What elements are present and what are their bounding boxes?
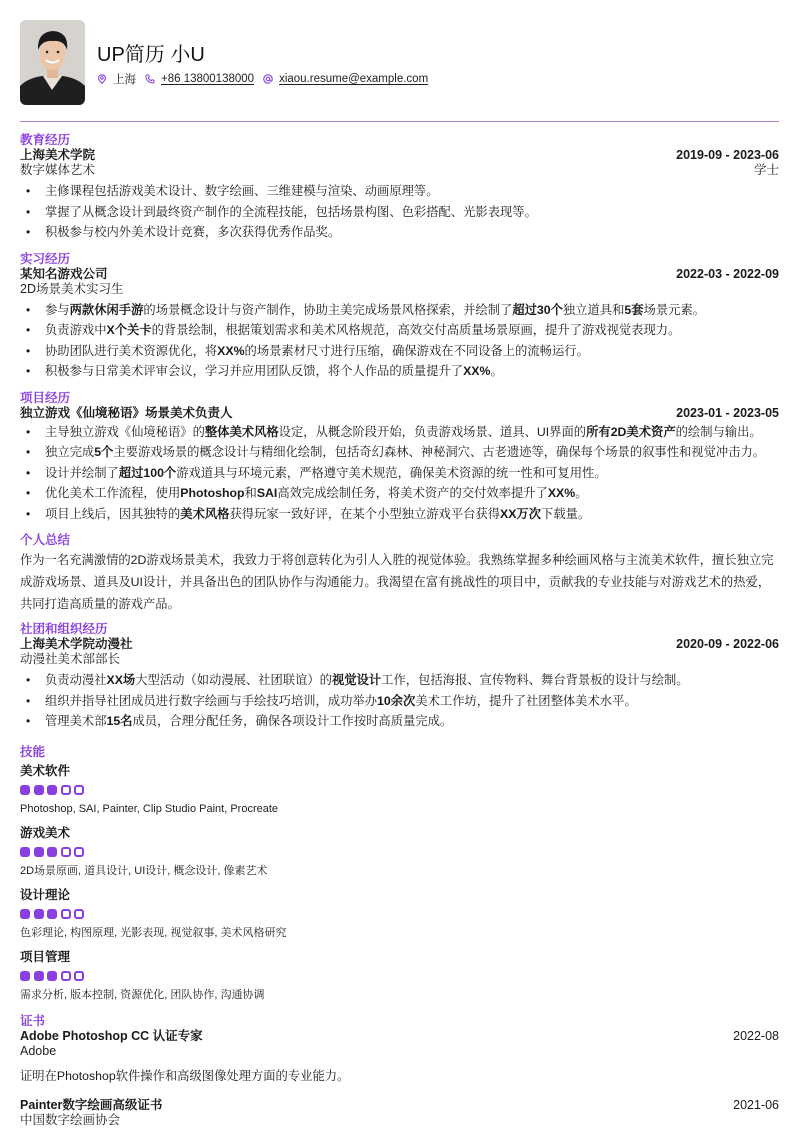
section-title: 实习经历 — [20, 251, 71, 266]
internship-dates: 2022-03 - 2022-09 — [676, 266, 779, 281]
candidate-name: UP简历 小U — [97, 44, 205, 66]
skill-name: 项目管理 — [20, 949, 71, 964]
list-item — [20, 483, 779, 504]
text-segment: 游戏道具与环境元素，严格遵守美术规范，确保美术资源的统一性和可复用性。 — [176, 465, 607, 480]
skill-tags: Photoshop, SAI, Painter, Clip Studio Paint, Procreate — [20, 802, 279, 815]
list-item — [20, 341, 779, 362]
empty-dot-icon — [61, 785, 71, 795]
bold-highlight: 整体美术风格 — [204, 424, 279, 439]
contact-phone[interactable] — [145, 73, 254, 85]
filled-dot-icon — [34, 909, 44, 919]
bold-highlight: XX% — [547, 486, 576, 500]
bold-highlight: Photoshop — [180, 486, 245, 500]
skill-item — [20, 764, 779, 816]
text-segment: 。 — [490, 364, 503, 378]
skill-item — [20, 950, 779, 1002]
skill-level-rating — [20, 847, 779, 857]
filled-dot-icon — [34, 785, 44, 795]
internship-bullets — [20, 300, 779, 382]
club-role: 动漫社美术部部长 — [20, 652, 121, 666]
skill-item — [20, 888, 779, 940]
list-item — [20, 422, 779, 443]
list-item — [20, 442, 779, 463]
education-bullets — [20, 181, 779, 243]
bold-highlight: 美术风格 — [180, 506, 230, 521]
project-dates: 2023-01 - 2023-05 — [676, 405, 779, 420]
summary-text: 作为一名充满激情的2D游戏场景美术，我致力于将创意转化为引人入胜的视觉体验。我熟练掌握多种绘画风格与主流美术软件，擅长独立完成游戏场景、道具及UI设计，并具备出色的团队协作与沟通能力。我渴望在富有挑战性的项目中，贡献我的专业技能与对游戏艺术的热爱，共同打造高质量的游戏产品。 — [20, 553, 774, 611]
section-title: 教育经历 — [20, 133, 71, 147]
list-item — [20, 504, 779, 525]
skill-tags: 色彩理论, 构图原理, 光影表现, 视觉叙事, 美术风格研究 — [20, 926, 287, 939]
list-item — [20, 691, 779, 712]
bold-highlight: 5套 — [624, 302, 644, 317]
club-bullets — [20, 670, 779, 732]
club-dates: 2020-09 - 2022-06 — [676, 637, 779, 651]
skill-level-rating — [20, 785, 779, 795]
empty-dot-icon — [61, 909, 71, 919]
empty-dot-icon — [74, 785, 84, 795]
text-segment: 的绘制与输出。 — [675, 424, 762, 439]
text-segment: 主要游戏场景的概念设计与精细化绘制，包括奇幻森林、神秘洞穴、古老遗迹等，确保每个场景的叙事性和视觉冲击力。 — [113, 445, 766, 459]
text-segment: 高效完成绘制任务，将美术资产的交付效率提升了 — [277, 486, 548, 500]
phone-link[interactable]: +86 13800138000 — [161, 73, 255, 85]
skill-tags: 需求分析, 版本控制, 资源优化, 团队协作, 沟通协调 — [20, 988, 265, 1001]
skill-level-rating — [20, 909, 779, 919]
section-title: 社团和组织经历 — [20, 622, 108, 636]
empty-dot-icon — [61, 971, 71, 981]
text-segment: 组织并指导社团成员进行数字绘画与手绘技巧培训，成功举办 — [45, 693, 378, 708]
text-segment: 优化美术工作流程，使用 — [45, 486, 181, 500]
text-segment: 下载量。 — [541, 506, 591, 521]
certificate-date: 2022-08 — [733, 1028, 779, 1043]
text-segment: 独立道具和 — [562, 302, 625, 317]
internship-role: 2D场景美术实习生 — [20, 281, 124, 296]
location-text: 上海 — [113, 74, 136, 86]
certificate-description: 证明在Photoshop软件操作和高级图像处理方面的专业能力。 — [20, 1068, 350, 1083]
bold-highlight: XX% — [463, 364, 491, 378]
list-item — [20, 361, 779, 382]
filled-dot-icon — [20, 971, 30, 981]
project-name: 独立游戏《仙境秘语》场景美术负责人 — [20, 405, 233, 420]
filled-dot-icon — [34, 971, 44, 981]
skills-list — [20, 764, 779, 1002]
bold-highlight: 10余次 — [377, 693, 416, 708]
empty-dot-icon — [61, 847, 71, 857]
text-segment: 的背景绘制，根据策划需求和美术风格规范，高效交付高质量场景原画，提升了游戏视觉表现力。 — [151, 323, 681, 337]
filled-dot-icon — [47, 785, 57, 795]
bold-highlight: 15名 — [106, 714, 133, 728]
list-item: • 主修课程包括游戏美术设计、数字绘画、三维建模与渲染、动画原理等。 — [20, 181, 779, 202]
resume-header — [20, 0, 779, 122]
club-name: 上海美术学院动漫社 — [20, 637, 133, 651]
text-segment: 项目上线后，因其独特的 — [45, 506, 181, 521]
filled-dot-icon — [47, 847, 57, 857]
section-title: 证书 — [20, 1013, 46, 1028]
bold-highlight: 5个 — [94, 445, 114, 459]
filled-dot-icon — [47, 971, 57, 981]
project-bullets — [20, 422, 779, 525]
skill-level-rating — [20, 971, 779, 981]
certificate-issuer: Adobe — [20, 1043, 57, 1058]
bold-highlight: 视觉设计 — [331, 673, 382, 687]
section-skills — [20, 745, 779, 1002]
section-title: 个人总结 — [20, 533, 71, 547]
text-segment: 负责动漫社 — [45, 673, 107, 687]
text-segment: 主导独立游戏《仙境秘语》的 — [45, 424, 205, 439]
section-education — [20, 133, 779, 243]
certificate-item — [20, 1098, 779, 1128]
skill-tags: 2D场景原画, 道具设计, UI设计, 概念设计, 像素艺术 — [20, 864, 268, 877]
education-dates: 2019-09 - 2023-06 — [676, 148, 779, 162]
degree: 学士 — [753, 163, 779, 177]
resume-page — [20, 0, 779, 1128]
text-segment: 的场景素材尺寸进行压缩，确保游戏在不同设备上的流畅运行。 — [244, 343, 589, 358]
text-segment: 。 — [575, 486, 588, 500]
school-name: 上海美术学院 — [20, 148, 96, 162]
filled-dot-icon — [20, 847, 30, 857]
certificate-name: Adobe Photoshop CC 认证专家 — [20, 1028, 203, 1043]
avatar — [20, 20, 85, 105]
list-item — [20, 711, 779, 732]
text-segment: 独立完成 — [45, 445, 95, 459]
bold-highlight: 两款休闲手游 — [69, 302, 144, 317]
email-link[interactable]: xiaou.resume@example.com — [279, 73, 429, 85]
section-project — [20, 391, 779, 525]
text-segment: 美术工作坊，提升了社团整体美术水平。 — [415, 693, 637, 708]
bold-highlight: XX% — [217, 343, 245, 358]
skill-name: 设计理论 — [20, 887, 71, 902]
list-item — [20, 320, 779, 341]
empty-dot-icon — [74, 847, 84, 857]
contact-location — [97, 71, 136, 87]
section-club — [20, 622, 779, 732]
company-name: 某知名游戏公司 — [20, 266, 108, 281]
skill-name: 美术软件 — [20, 763, 71, 778]
text-segment: 设定，从概念阶段开始，负责游戏场景、道具、UI界面的 — [278, 424, 587, 439]
phone-icon — [145, 74, 155, 84]
text-segment: 和 — [244, 486, 257, 500]
text-segment: 场景元素。 — [643, 302, 706, 317]
section-summary — [20, 533, 779, 615]
bold-highlight: XX场 — [106, 673, 136, 687]
bold-highlight: 超过100个 — [118, 465, 177, 480]
contact-info — [97, 71, 437, 87]
list-item — [20, 670, 779, 691]
empty-dot-icon — [74, 909, 84, 919]
text-segment: 大型活动（如动漫展、社团联谊）的 — [135, 673, 332, 687]
filled-dot-icon — [34, 847, 44, 857]
section-certificates — [20, 1014, 779, 1128]
certificate-item — [20, 1029, 779, 1084]
text-segment: 成员，合理分配任务，确保各项设计工作按时高质量完成。 — [132, 714, 453, 728]
certificate-issuer: 中国数字绘画协会 — [20, 1112, 121, 1127]
text-segment: 管理美术部 — [45, 714, 107, 728]
text-segment: 积极参与日常美术评审会议，学习并应用团队反馈，将个人作品的质量提升了 — [45, 364, 464, 378]
filled-dot-icon — [47, 909, 57, 919]
text-segment: 的场景概念设计与资产制作，协助主美完成场景风格探索，并绘制了 — [143, 302, 513, 317]
at-sign-icon — [263, 74, 273, 84]
list-item — [20, 463, 779, 484]
list-item: • 积极参与校内外美术设计竞赛，多次获得优秀作品奖。 — [20, 222, 779, 243]
major: 数字媒体艺术 — [20, 163, 96, 177]
certificate-name: Painter数字绘画高级证书 — [20, 1097, 163, 1112]
skill-name: 游戏美术 — [20, 825, 71, 840]
bold-highlight: 所有2D美术资产 — [586, 424, 676, 439]
filled-dot-icon — [20, 785, 30, 795]
contact-email[interactable] — [263, 73, 428, 85]
text-segment: 工作，包括海报、宣传物料、舞台背景板的设计与绘制。 — [381, 673, 689, 687]
bold-highlight: X个关卡 — [106, 323, 152, 337]
section-title: 技能 — [20, 744, 46, 759]
list-item: • 掌握了从概念设计到最终资产制作的全流程技能，包括场景构图、色彩搭配、光影表现等。 — [20, 202, 779, 223]
text-segment: 参与 — [45, 302, 70, 317]
text-segment: 获得玩家一致好评，在某个小型独立游戏平台获得 — [229, 506, 501, 521]
empty-dot-icon — [74, 971, 84, 981]
bold-highlight: SAI — [256, 486, 278, 500]
bold-highlight: XX万次 — [500, 506, 542, 521]
filled-dot-icon — [20, 909, 30, 919]
section-title: 项目经历 — [20, 390, 71, 405]
section-internship — [20, 252, 779, 382]
skill-item — [20, 826, 779, 878]
text-segment: 负责游戏中 — [45, 323, 107, 337]
bold-highlight: 超过30个 — [512, 302, 563, 317]
text-segment: 协助团队进行美术资源优化，将 — [45, 343, 218, 358]
list-item — [20, 300, 779, 321]
location-pin-icon — [97, 74, 107, 84]
text-segment: 设计并绘制了 — [45, 465, 119, 480]
certificate-date: 2021-06 — [733, 1097, 779, 1112]
